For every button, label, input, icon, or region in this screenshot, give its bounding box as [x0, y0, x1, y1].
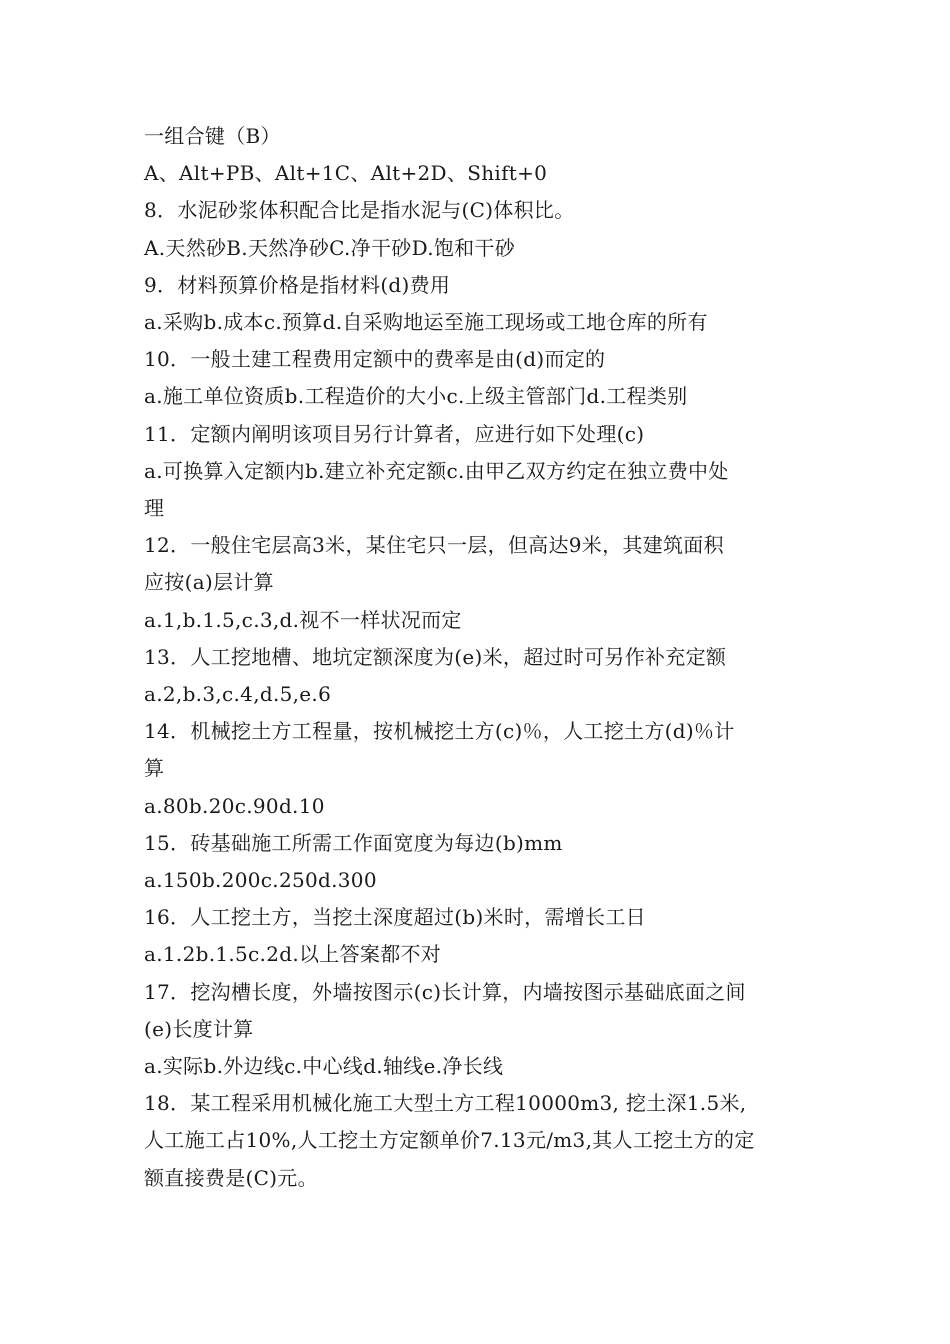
text-line: 应按(a)层计算 — [144, 570, 274, 595]
text-line: 16．人工挖土方，当挖土深度超过(b)米时，需增长工日 — [144, 905, 646, 930]
text-line: a.1.2b.1.5c.2d.以上答案都不对 — [144, 942, 442, 967]
text-line: a.80b.20c.90d.10 — [144, 793, 325, 818]
text-line: A.天然砂B.天然净砂C.净干砂D.饱和干砂 — [144, 235, 516, 260]
text-line: a.2,b.3,c.4,d.5,e.6 — [144, 682, 332, 707]
text-line: 算 — [144, 756, 165, 781]
text-line: a.实际b.外边线c.中心线d.轴线e.净长线 — [144, 1054, 504, 1079]
text-line: 9．材料预算价格是指材料(d)费用 — [144, 272, 451, 297]
text-line: 一组合键（B） — [144, 124, 281, 148]
text-line: a.可换算入定额内b.建立补充定额c.由甲乙双方约定在独立费中处 — [144, 458, 729, 483]
text-line: 17．挖沟槽长度，外墙按图示(c)长计算，内墙按图示基础底面之间 — [144, 979, 746, 1004]
text-line: a.采购b.成本c.预算d.自采购地运至施工现场或工地仓库的所有 — [144, 310, 708, 335]
text-line: a.1,b.1.5,c.3,d.视不一样状况而定 — [144, 607, 462, 632]
text-line: 8．水泥砂浆体积配合比是指水泥与(C)体积比。 — [144, 198, 575, 223]
text-line: 18．某工程采用机械化施工大型土方工程10000m3, 挖土深1.5米, — [144, 1091, 747, 1116]
text-line: 13．人工挖地槽、地坑定额深度为(e)米，超过时可另作补充定额 — [144, 644, 727, 669]
text-line: A、Alt+PB、Alt+1C、Alt+2D、Shift+0 — [144, 161, 548, 186]
text-line: 12．一般住宅层高3米，某住宅只一层，但高达9米，其建筑面积 — [144, 533, 724, 558]
text-line: 理 — [144, 496, 165, 521]
text-line: 14．机械挖土方工程量，按机械挖土方(c)％，人工挖土方(d)％计 — [144, 719, 735, 744]
document-body — [144, 118, 814, 1197]
text-line: 人工施工占10%,人工挖土方定额单价7.13元/m3,其人工挖土方的定 — [144, 1128, 755, 1153]
text-line: 11．定额内阐明该项目另行计算者，应进行如下处理(c) — [144, 421, 645, 446]
text-line: (e)长度计算 — [144, 1016, 254, 1041]
text-line: 15．砖基础施工所需工作面宽度为每边(b)mm — [144, 830, 563, 855]
text-line: a.施工单位资质b.工程造价的大小c.上级主管部门d.工程类别 — [144, 384, 688, 409]
text-line: 额直接费是(C)元。 — [144, 1165, 318, 1190]
text-line: 10．一般土建工程费用定额中的费率是由(d)而定的 — [144, 347, 606, 372]
text-line: a.150b.200c.250d.300 — [144, 868, 377, 893]
